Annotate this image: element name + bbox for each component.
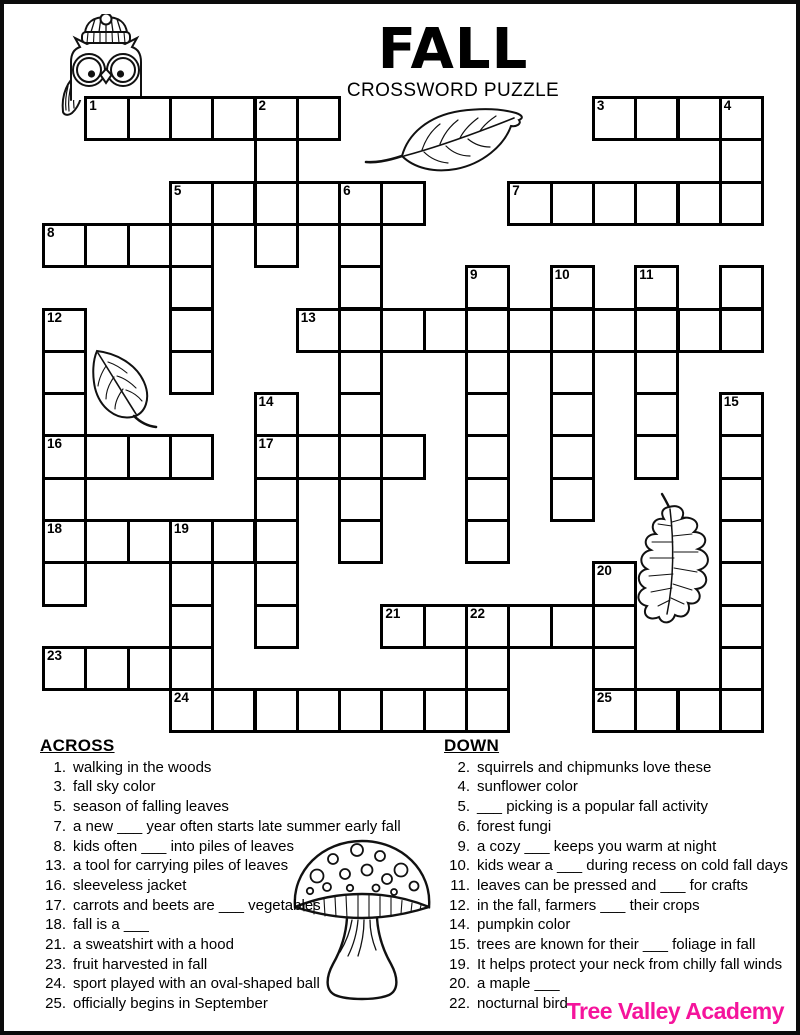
- grid-cell: [380, 181, 425, 226]
- grid-cell: [592, 308, 637, 353]
- grid-cell: [296, 688, 341, 733]
- grid-cell: [465, 688, 510, 733]
- grid-cell-7: [507, 181, 552, 226]
- grid-cell: [719, 688, 764, 733]
- clue-text: season of falling leaves: [73, 798, 229, 816]
- grid-cell: [338, 223, 383, 268]
- grid-cell: [169, 646, 214, 691]
- grid-cell: [550, 308, 595, 353]
- grid-cell: [550, 477, 595, 522]
- grid-cell: [550, 604, 595, 649]
- clue-number: 5.: [457, 798, 470, 816]
- grid-cell: [719, 138, 764, 183]
- page-subtitle: CROSSWORD PUZZLE: [346, 79, 560, 101]
- clue-text: pumpkin color: [477, 916, 571, 934]
- grid-cell-6: [338, 181, 383, 226]
- clue-text: a cozy ___ keeps you warm at night: [477, 837, 717, 855]
- cell-number: 9: [470, 267, 478, 283]
- grid-cell: [465, 392, 510, 437]
- clue-number: 6.: [457, 817, 470, 835]
- cell-number: 15: [723, 394, 739, 410]
- grid-cell: [423, 308, 468, 353]
- clue-row: [444, 935, 792, 955]
- cell-number: 2: [258, 98, 267, 113]
- grid-cell: [634, 434, 679, 479]
- clue-text: kids wear a ___ during recess on cold fall days: [477, 857, 789, 875]
- clue-text: sleeveless jacket: [73, 876, 187, 894]
- grid-cell: [380, 434, 425, 479]
- grid-cell: [465, 477, 510, 522]
- grid-cell: [677, 96, 722, 141]
- grid-cell: [84, 519, 129, 564]
- grid-cell: [719, 561, 764, 606]
- across-clues-section: [40, 736, 432, 1014]
- clue-text: a maple ___: [477, 975, 560, 993]
- clue-number: 8.: [53, 837, 66, 855]
- grid-cell: [338, 688, 383, 733]
- grid-cell-12: [42, 308, 87, 353]
- grid-cell-19: [169, 519, 214, 564]
- grid-cell-24: [169, 688, 214, 733]
- clue-text: ___ picking is a popular fall activity: [477, 798, 708, 816]
- clue-number: 5.: [53, 798, 66, 816]
- clue-text: forest fungi: [477, 817, 552, 835]
- grid-cell-11: [634, 265, 679, 310]
- clue-text: a new ___ year often starts late summer early fall: [73, 817, 401, 835]
- clue-number: 10.: [449, 857, 470, 875]
- grid-cell-21: [380, 604, 425, 649]
- grid-cell-14: [254, 392, 299, 437]
- grid-cell: [592, 181, 637, 226]
- grid-cell: [254, 604, 299, 649]
- grid-cell: [338, 265, 383, 310]
- grid-cell: [169, 350, 214, 395]
- grid-cell: [507, 308, 552, 353]
- clue-row: [40, 974, 432, 994]
- grid-cell: [719, 181, 764, 226]
- clue-number: 17.: [45, 896, 66, 914]
- grid-cell-22: [465, 604, 510, 649]
- grid-cell: [127, 96, 172, 141]
- down-clues-section: [444, 736, 792, 1014]
- grid-cell-17: [254, 434, 299, 479]
- grid-cell: [338, 350, 383, 395]
- clue-text: trees are known for their ___ foliage in fall: [477, 936, 756, 954]
- clue-row: [40, 915, 432, 935]
- grid-cell: [592, 604, 637, 649]
- grid-cell-3: [592, 96, 637, 141]
- clue-text: squirrels and chipmunks love these: [477, 758, 712, 776]
- grid-cell: [465, 519, 510, 564]
- grid-cell: [634, 350, 679, 395]
- clue-row: [40, 935, 432, 955]
- down-heading: DOWN: [444, 736, 500, 755]
- grid-cell: [169, 265, 214, 310]
- grid-cell: [254, 223, 299, 268]
- clue-row: [444, 817, 792, 837]
- grid-cell: [550, 392, 595, 437]
- grid-cell: [42, 350, 87, 395]
- cell-number: 19: [173, 521, 189, 536]
- grid-cell: [169, 96, 214, 141]
- cell-number: 8: [47, 224, 55, 240]
- cell-number: 18: [47, 521, 63, 536]
- grid-cell: [719, 265, 764, 310]
- grid-cell: [550, 350, 595, 395]
- clue-row: [40, 876, 432, 896]
- cell-number: 20: [596, 563, 612, 579]
- cell-number: 7: [512, 182, 520, 198]
- grid-cell: [719, 519, 764, 564]
- grid-cell: [677, 688, 722, 733]
- grid-cell: [211, 519, 256, 564]
- grid-cell: [169, 561, 214, 606]
- grid-cell: [423, 604, 468, 649]
- grid-cell: [169, 604, 214, 649]
- clue-row: [444, 797, 792, 817]
- cell-number: 25: [596, 690, 612, 706]
- grid-cell: [296, 96, 341, 141]
- grid-cell: [423, 688, 468, 733]
- clue-number: 13.: [45, 857, 66, 875]
- clue-text: kids often ___ into piles of leaves: [73, 837, 294, 855]
- clue-number: 9.: [457, 837, 470, 855]
- clue-text: fall sky color: [73, 778, 156, 796]
- grid-cell-20: [592, 561, 637, 606]
- clue-text: It helps protect your neck from chilly fall winds: [477, 955, 783, 973]
- cell-number: 14: [258, 394, 274, 410]
- grid-cell-16: [42, 434, 87, 479]
- grid-cell: [84, 646, 129, 691]
- title-block: [288, 17, 618, 102]
- clue-row: [40, 994, 432, 1014]
- clue-row: [40, 896, 432, 916]
- clue-text: sport played with an oval-shaped ball: [73, 975, 320, 993]
- clue-row: [444, 837, 792, 857]
- clue-number: 25.: [45, 995, 66, 1013]
- grid-cell-15: [719, 392, 764, 437]
- grid-cell: [719, 308, 764, 353]
- grid-cell: [380, 308, 425, 353]
- grid-cell: [211, 96, 256, 141]
- cell-number: 22: [470, 605, 486, 621]
- clue-number: 16.: [45, 876, 66, 894]
- grid-cell: [634, 392, 679, 437]
- grid-cell: [127, 223, 172, 268]
- grid-cell: [127, 519, 172, 564]
- down-clue-list: [444, 758, 792, 1014]
- clue-text: walking in the woods: [73, 758, 212, 776]
- clue-row: [444, 758, 792, 778]
- grid-cell-8: [42, 223, 87, 268]
- grid-cell: [84, 434, 129, 479]
- across-heading: ACROSS: [40, 736, 115, 755]
- clue-number: 20.: [449, 975, 470, 993]
- clue-row: [40, 777, 432, 797]
- grid-cell-18: [42, 519, 87, 564]
- cell-number: 17: [258, 436, 274, 452]
- cell-number: 3: [596, 98, 605, 113]
- grid-cell: [677, 308, 722, 353]
- clue-row: [444, 974, 792, 994]
- clue-row: [40, 856, 432, 876]
- grid-cell: [677, 181, 722, 226]
- grid-cell-1: [84, 96, 129, 141]
- grid-cell: [634, 96, 679, 141]
- grid-cell: [127, 646, 172, 691]
- clue-number: 21.: [45, 936, 66, 954]
- grid-cell: [550, 181, 595, 226]
- clue-number: 18.: [45, 916, 66, 934]
- grid-cell: [338, 392, 383, 437]
- grid-cell: [254, 561, 299, 606]
- grid-cell-5: [169, 181, 214, 226]
- clue-number: 3.: [53, 778, 66, 796]
- grid-cell: [465, 350, 510, 395]
- cell-number: 21: [385, 605, 401, 621]
- clue-row: [40, 837, 432, 857]
- across-clue-list: [40, 758, 432, 1014]
- grid-cell: [254, 519, 299, 564]
- grid-cell: [719, 646, 764, 691]
- clue-number: 15.: [449, 936, 470, 954]
- cell-number: 10: [554, 267, 570, 283]
- grid-cell-25: [592, 688, 637, 733]
- grid-cell: [254, 138, 299, 183]
- clue-row: [444, 896, 792, 916]
- grid-cell: [380, 688, 425, 733]
- clue-number: 4.: [457, 778, 470, 796]
- grid-cell-9: [465, 265, 510, 310]
- clue-number: 22.: [449, 995, 470, 1013]
- cell-number: 6: [343, 182, 351, 198]
- cell-number: 23: [47, 647, 63, 663]
- grid-cell: [465, 646, 510, 691]
- clue-text: sunflower color: [477, 778, 578, 796]
- cell-number: 1: [89, 98, 97, 113]
- grid-cell: [211, 688, 256, 733]
- grid-cell: [719, 434, 764, 479]
- grid-cell: [634, 181, 679, 226]
- grid-cell: [507, 604, 552, 649]
- oak-leaf-icon: [634, 492, 720, 636]
- grid-cell: [634, 688, 679, 733]
- clue-text: nocturnal bird: [477, 995, 568, 1013]
- grid-cell: [169, 434, 214, 479]
- clue-row: [444, 777, 792, 797]
- grid-cell-10: [550, 265, 595, 310]
- clue-row: [444, 955, 792, 975]
- grid-cell-2: [254, 96, 299, 141]
- grid-cell: [338, 477, 383, 522]
- grid-cell: [338, 519, 383, 564]
- grid-cell: [592, 646, 637, 691]
- clue-number: 1.: [53, 758, 66, 776]
- clue-row: [40, 797, 432, 817]
- grid-cell-13: [296, 308, 341, 353]
- grid-cell: [42, 561, 87, 606]
- cell-number: 5: [173, 182, 182, 198]
- clue-number: 11.: [450, 876, 470, 894]
- clue-number: 19.: [449, 955, 470, 973]
- clue-text: fruit harvested in fall: [73, 955, 208, 973]
- grid-cell: [719, 477, 764, 522]
- brand-text: Tree Valley Academy: [566, 998, 784, 1024]
- grid-cell: [338, 308, 383, 353]
- grid-cell: [127, 434, 172, 479]
- grid-cell: [296, 181, 341, 226]
- grid-cell-23: [42, 646, 87, 691]
- grid-cell: [42, 477, 87, 522]
- clue-row: [40, 817, 432, 837]
- clue-text: a tool for carrying piles of leaves: [73, 857, 289, 875]
- clue-text: in the fall, farmers ___ their crops: [477, 896, 700, 914]
- clue-number: 23.: [45, 955, 66, 973]
- grid-cell: [550, 434, 595, 479]
- grid-cell: [84, 223, 129, 268]
- clue-text: fall is a ___: [73, 916, 149, 934]
- clue-text: leaves can be pressed and ___ for crafts: [477, 876, 748, 894]
- grid-cell: [465, 434, 510, 479]
- cell-number: 16: [47, 436, 63, 452]
- clue-row: [444, 856, 792, 876]
- grid-cell: [719, 604, 764, 649]
- clue-number: 12.: [449, 896, 470, 914]
- clue-row: [40, 955, 432, 975]
- clue-text: carrots and beets are ___ vegetables: [73, 896, 321, 914]
- page-title: FALL: [377, 17, 529, 82]
- clue-number: 2.: [457, 758, 470, 776]
- grid-cell: [465, 308, 510, 353]
- grid-cell: [169, 223, 214, 268]
- cell-number: 12: [47, 309, 63, 325]
- clue-number: 24.: [45, 975, 66, 993]
- clue-text: a sweatshirt with a hood: [73, 936, 234, 954]
- clue-number: 14.: [449, 916, 470, 934]
- grid-cell: [211, 181, 256, 226]
- birch-leaf-icon: [84, 346, 168, 430]
- grid-cell: [254, 477, 299, 522]
- grid-cell: [338, 434, 383, 479]
- cell-number: 4: [723, 98, 732, 113]
- grid-cell: [254, 181, 299, 226]
- cell-number: 11: [639, 267, 654, 283]
- grid-cell: [296, 434, 341, 479]
- cell-number: 13: [300, 309, 316, 325]
- grid-cell: [634, 308, 679, 353]
- grid-cell: [42, 392, 87, 437]
- grid-cell: [169, 308, 214, 353]
- clue-row: [40, 758, 432, 778]
- clue-number: 7.: [53, 817, 66, 835]
- clue-row: [444, 915, 792, 935]
- clue-row: [444, 876, 792, 896]
- grid-cell-4: [719, 96, 764, 141]
- clue-text: officially begins in September: [73, 995, 268, 1013]
- grid-cell: [254, 688, 299, 733]
- cell-number: 24: [173, 690, 189, 706]
